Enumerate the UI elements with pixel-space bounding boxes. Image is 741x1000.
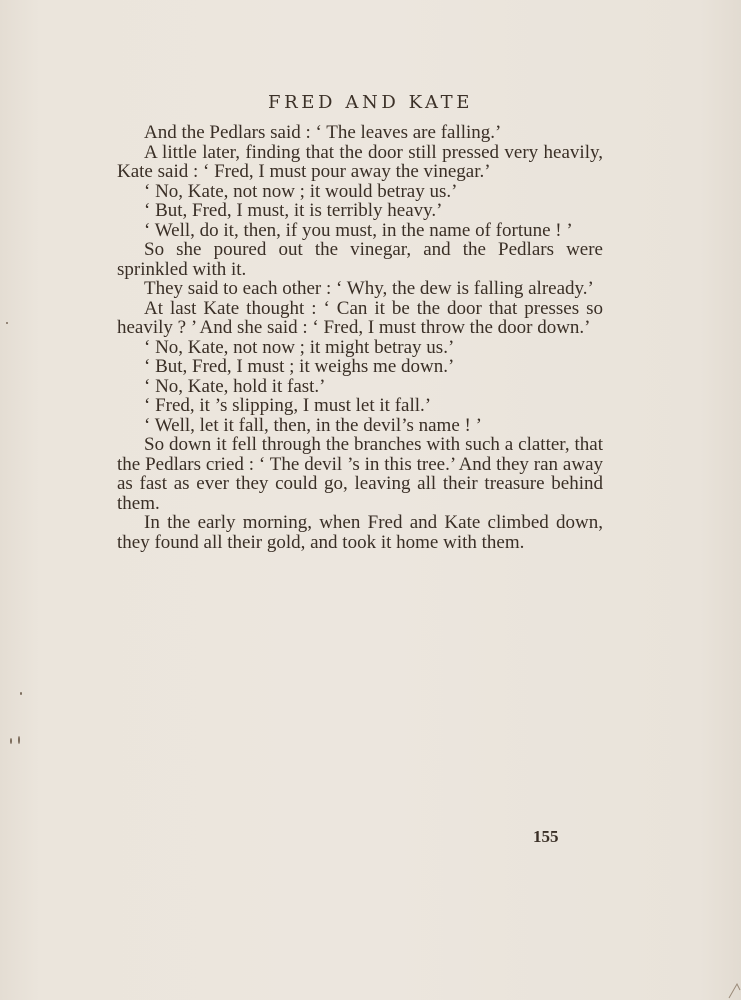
paper-speck — [18, 736, 20, 744]
paragraph: ‘ Fred, it ’s slipping, I must let it fall.’ — [144, 395, 432, 416]
page-corner-mark — [727, 976, 741, 1000]
paragraph: ‘ No, Kate, not now ; it would betray us.’ — [144, 180, 458, 202]
paragraph: ‘ But, Fred, I must, it is terribly heavy.’ — [144, 200, 443, 221]
paragraph: ‘ No, Kate, not now ; it might betray us.’ — [144, 336, 455, 358]
paper-speck — [20, 692, 22, 695]
paragraph: At last Kate thought : ‘ Can it be the door that presses so heavily ? ’ And she said : ‘ Fred, I must throw the door down.’ — [117, 297, 603, 338]
paper-speck — [10, 738, 12, 744]
paragraph: ‘ But, Fred, I must ; it weighs me down.’ — [144, 356, 455, 377]
running-head: FRED AND KATE — [268, 92, 473, 113]
paragraph: So down it fell through the branches with such a clatter, that the Pedlars cried : ‘ The devil ’s in this tree.’ And they ran away as fast as ever they could go, leaving all their treasure behind them. — [117, 434, 603, 514]
paragraph: ‘ Well, do it, then, if you must, in the name of fortune ! ’ — [144, 219, 573, 241]
story-text — [117, 123, 603, 552]
paragraph: And the Pedlars said : ‘ The leaves are falling.’ — [144, 122, 502, 143]
paragraph: In the early morning, when Fred and Kate climbed down, they found all their gold, and took it home with them. — [117, 512, 603, 553]
paragraph: So she poured out the vinegar, and the Pedlars were sprinkled with it. — [117, 239, 603, 280]
paragraph: They said to each other : ‘ Why, the dew is falling already.’ — [144, 278, 594, 299]
paper-speck — [6, 322, 8, 324]
paragraph: ‘ Well, let it fall, then, in the devil’s name ! ’ — [144, 414, 482, 436]
paragraph: ‘ No, Kate, hold it fast.’ — [144, 375, 326, 397]
page-number: 155 — [533, 827, 559, 846]
paragraph: A little later, finding that the door still pressed very heavily, Kate said : ‘ Fred, I must pour away the vinegar.’ — [117, 141, 603, 182]
